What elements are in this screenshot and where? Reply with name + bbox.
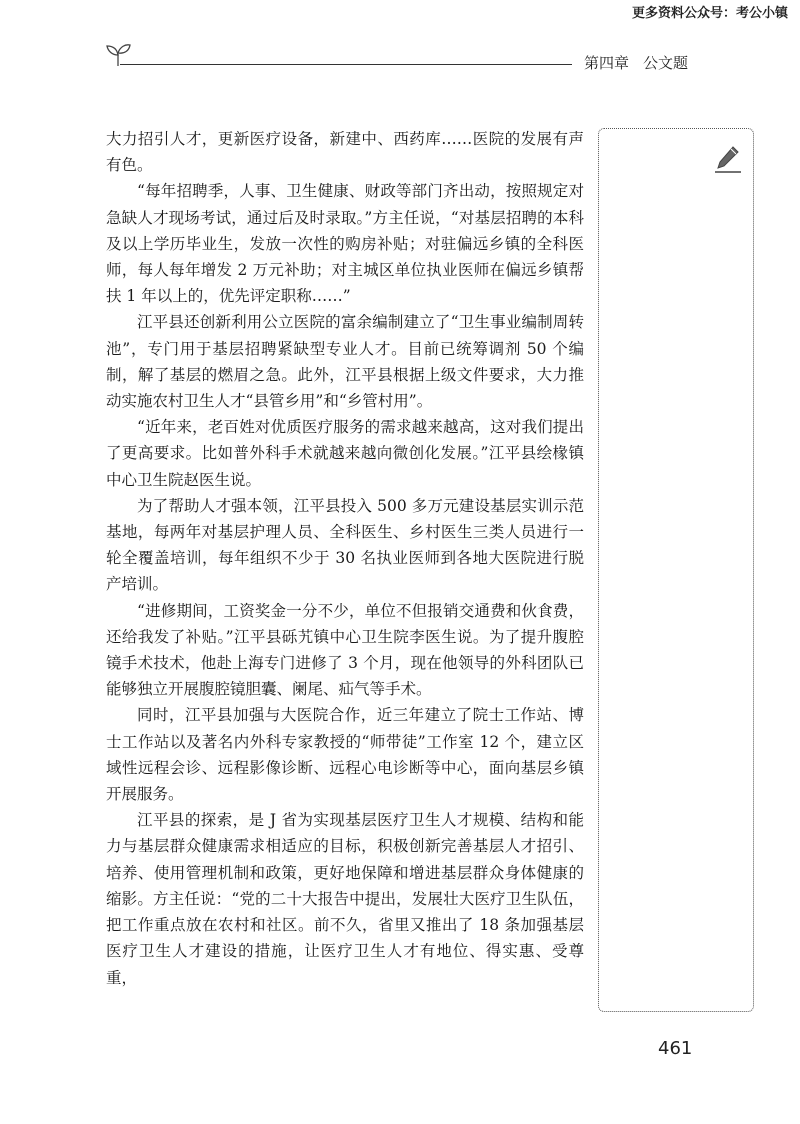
pen-icon [713, 143, 743, 175]
page-number: 461 [658, 1038, 693, 1059]
header-rule [120, 64, 572, 65]
watermark-text: 更多资料公众号：考公小镇 [631, 6, 788, 21]
chapter-number: 第四章 [584, 54, 630, 72]
paragraph: 江平县的探索，是 J 省为实现基层医疗卫生人才规模、结构和能力与基层群众健康需求相适应的目标，积极创新完善基层人才招引、培养、使用管理机制和政策，更好地保障和增进基层群众身体健康的缩影。方主任说：“党的二十大报告中提出，发展壮大医疗卫生队伍，把工作重点放在农村和社区。前不久，省里又推出了 18 条加强基层医疗卫生人才建设的措施，让医疗卫生人才有地位、得实惠、受尊重， [106, 811, 584, 987]
paragraph: 同时，江平县加强与大医院合作，近三年建立了院士工作站、博士工作站以及著名内外科专家教授的“师带徒”工作室 12 个，建立区域性远程会诊、远程影像诊断、远程心电诊断等中心，面向基层乡镇开展服务。 [106, 706, 584, 804]
chapter-heading [584, 52, 688, 73]
paragraph: “每年招聘季，人事、卫生健康、财政等部门齐出动，按照规定对急缺人才现场考试，通过后及时录取。”方主任说，“对基层招聘的本科及以上学历毕业生，发放一次性的购房补贴；对驻偏远乡镇的全科医师，每人每年增发 2 万元补助；对主城区单位执业医师在偏远乡镇帮扶 1 年以上的，优先评定职称……” [106, 182, 584, 306]
paragraph: 大力招引人才，更新医疗设备，新建中、西药库……医院的发展有声有色。 [106, 130, 584, 175]
paragraph: “进修期间，工资奖金一分不少，单位不但报销交通费和伙食费，还给我发了补贴。”江平县砾艽镇中心卫生院李医生说。为了提升腹腔镜手术技术，他赴上海专门进修了 3 个月，现在他领导的外科团队已能够独立开展腹腔镜胆囊、阑尾、疝气等手术。 [106, 601, 584, 699]
paragraph: “近年来，老百姓对优质医疗服务的需求越来越高，这对我们提出了更高要求。比如普外科手术就越来越向微创化发展。”江平县绘椽镇中心卫生院赵医生说。 [106, 418, 584, 489]
notes-box [598, 128, 754, 1012]
paragraph: 江平县还创新利用公立医院的富余编制建立了“卫生事业编制周转池”，专门用于基层招聘紧缺型专业人才。目前已统筹调剂 50 个编制，解了基层的燃眉之急。此外，江平县根据上级文件要求，大力推动实施农村卫生人才“县管乡用”和“乡管村用”。 [106, 313, 584, 411]
body-text [106, 126, 584, 991]
chapter-title: 公文题 [643, 54, 689, 72]
paragraph: 为了帮助人才强本领，江平县投入 500 多万元建设基层实训示范基地，每两年对基层护理人员、全科医生、乡村医生三类人员进行一轮全覆盖培训，每年组织不少于 30 名执业医师到各地大医院进行脱产培训。 [106, 496, 584, 594]
